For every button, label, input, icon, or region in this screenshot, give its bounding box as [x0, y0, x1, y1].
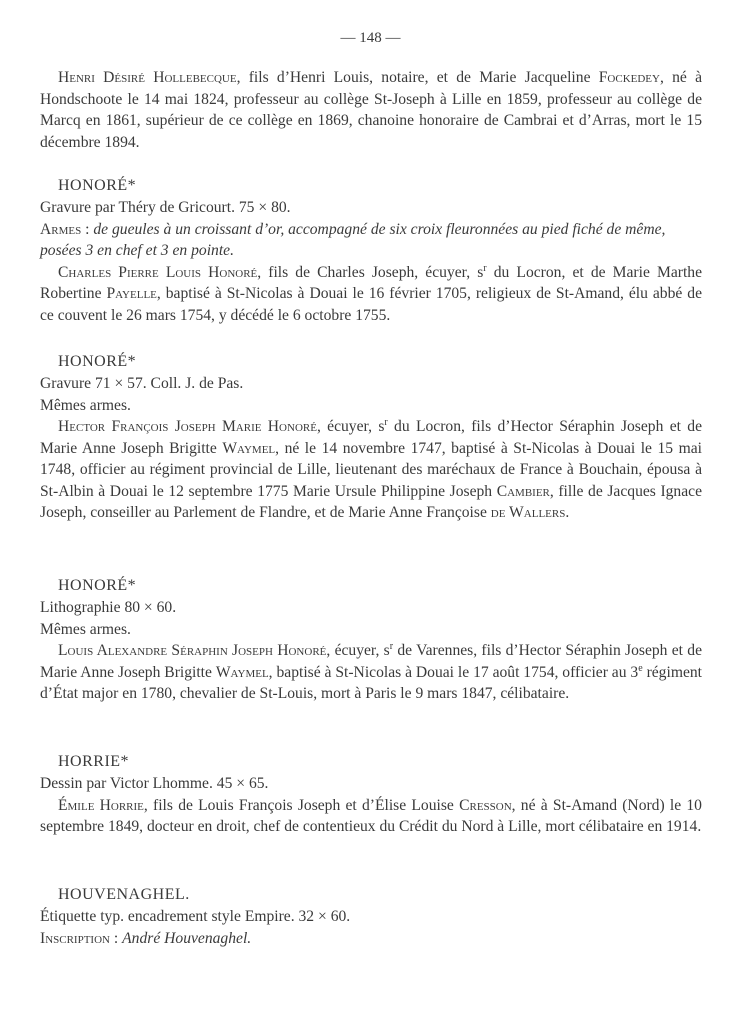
entry-heading: HONORÉ*: [58, 353, 137, 370]
text-segment: du Locron, et de Marie Marthe Robertine: [40, 263, 702, 302]
text-segment: , fille de Jacques Ignace Joseph, conseiller au Parlement de Flandre, et de Marie Anne Françoise: [40, 482, 702, 521]
text-segment: du Locron, fils d’Hector Séraphin Joseph et de Marie Anne Joseph Brigitte: [40, 418, 703, 457]
spouse-mother-surname: de Wallers: [490, 504, 566, 521]
mother-surname: Fockedey: [598, 69, 660, 86]
entry-source: Lithographie 80 × 60.: [40, 599, 177, 616]
text-segment: de Varennes, fils d’Hector Séraphin Joseph et de Marie Anne Joseph Brigitte: [40, 642, 703, 681]
person-name: Charles Pierre Louis Honoré: [58, 263, 258, 281]
text-segment: , écuyer, s: [326, 642, 390, 659]
mother-surname: Waymel: [222, 439, 276, 457]
text-segment: , baptisé à St-Nicolas à Douai le 16 février 1705, religieux de St-Amand, élu abbé de ce couvent le 26 mars 1754, y décédé le 6 octobre 1755.: [40, 285, 702, 324]
entry-paragraph: [40, 67, 702, 153]
entry-honore-3: [40, 575, 702, 705]
entry-heading: HONORÉ*: [58, 577, 137, 594]
entry-source: Gravure par Théry de Gricourt. 75 × 80.: [40, 199, 291, 216]
text-segment: , né à Hondschoote le 14 mai 1824, professeur au collège St-Joseph à Lille en 1859, professeur au collège de Marcq en 1861, supérieur de ce collège en 1869, chanoine honoraire de Cambrai et d’Arras, mort le 15 décembre 1894.: [40, 69, 702, 151]
person-name: Louis Alexandre Séraphin Joseph Honoré: [58, 642, 327, 659]
entry-paragraph: [40, 640, 702, 705]
superscript: r: [384, 416, 388, 428]
entry-arms: Mêmes armes.: [40, 620, 131, 638]
entry-arms: Mêmes armes.: [40, 396, 131, 414]
entry-source: Gravure 71 × 57. Coll. J. de Pas.: [40, 375, 244, 392]
text-segment: , fils d’Henri Louis, notaire, et de Marie Jacqueline: [236, 69, 599, 86]
mother-surname: Cresson: [459, 796, 512, 814]
entry-paragraph: [40, 795, 702, 838]
superscript: e: [638, 662, 643, 674]
mother-surname: Waymel: [215, 663, 269, 681]
superscript: r: [483, 262, 487, 274]
text-segment: .: [565, 504, 570, 521]
text-segment: , baptisé à St-Nicolas à Douai le 17 août 1754, officier au 3: [268, 663, 639, 681]
superscript: r: [389, 640, 394, 652]
entry-source: Étiquette typ. encadrement style Empire. 32 × 60.: [40, 908, 351, 925]
entry-source: Dessin par Victor Lhomme. 45 × 65.: [40, 775, 269, 792]
arms-label: Armes :: [40, 220, 90, 238]
entry-horrie: [40, 751, 702, 838]
arms-text: de gueules à un croissant d’or, accompagné de six croix fleuronnées au pied fiché de même, posées 3 en chef et 3 en pointe.: [40, 220, 666, 259]
entry-honore-1: [40, 175, 702, 326]
entry-honore-2: [40, 351, 702, 524]
entry-paragraph: [40, 416, 702, 524]
text-segment: , fils de Charles Joseph, écuyer, s: [257, 263, 484, 281]
entry-heading: HONORÉ*: [58, 177, 137, 194]
text-segment: , né le 14 novembre 1747, baptisé à St-Nicolas à Douai le 15 mai 1748, officier au régiment provincial de Lille, lieutenant des maréchaux de France à Bouchain, épousa à St-Albin à Douai le 12 septembre 1775 Marie Ursule Philippine Joseph: [40, 439, 702, 500]
person-name: Henri Désiré Hollebecque: [58, 69, 237, 86]
inscription-label: Inscription :: [40, 929, 119, 947]
spouse-surname: Cambier: [496, 482, 550, 500]
entry-houvenaghel: [40, 884, 702, 949]
entry-arms: [40, 219, 702, 262]
text-segment: , écuyer, s: [316, 418, 385, 435]
text-segment: régiment d’État major en 1780, chevalier de St-Louis, mort à Paris le 9 mars 1847, célibataire.: [40, 663, 702, 702]
entry-heading: HOUVENAGHEL.: [58, 886, 190, 903]
inscription-text: André Houvenaghel.: [122, 929, 252, 947]
entry-inscription: [40, 928, 702, 950]
entry-heading: HORRIE*: [58, 753, 130, 770]
mother-surname: Payelle: [106, 285, 157, 302]
text-segment: , fils de Louis François Joseph et d’Élise Louise: [143, 796, 460, 814]
entry-hollebecque: [40, 67, 702, 153]
person-name: Hector François Joseph Marie Honoré: [58, 418, 317, 435]
entry-paragraph: [40, 262, 702, 327]
text-segment: , né à St-Amand (Nord) le 10 septembre 1849, docteur en droit, chef de contentieux du Crédit du Nord à Lille, mort célibataire en 1914.: [40, 796, 702, 835]
page-number: — 148 —: [340, 30, 401, 46]
person-name: Émile Horrie: [58, 796, 144, 814]
